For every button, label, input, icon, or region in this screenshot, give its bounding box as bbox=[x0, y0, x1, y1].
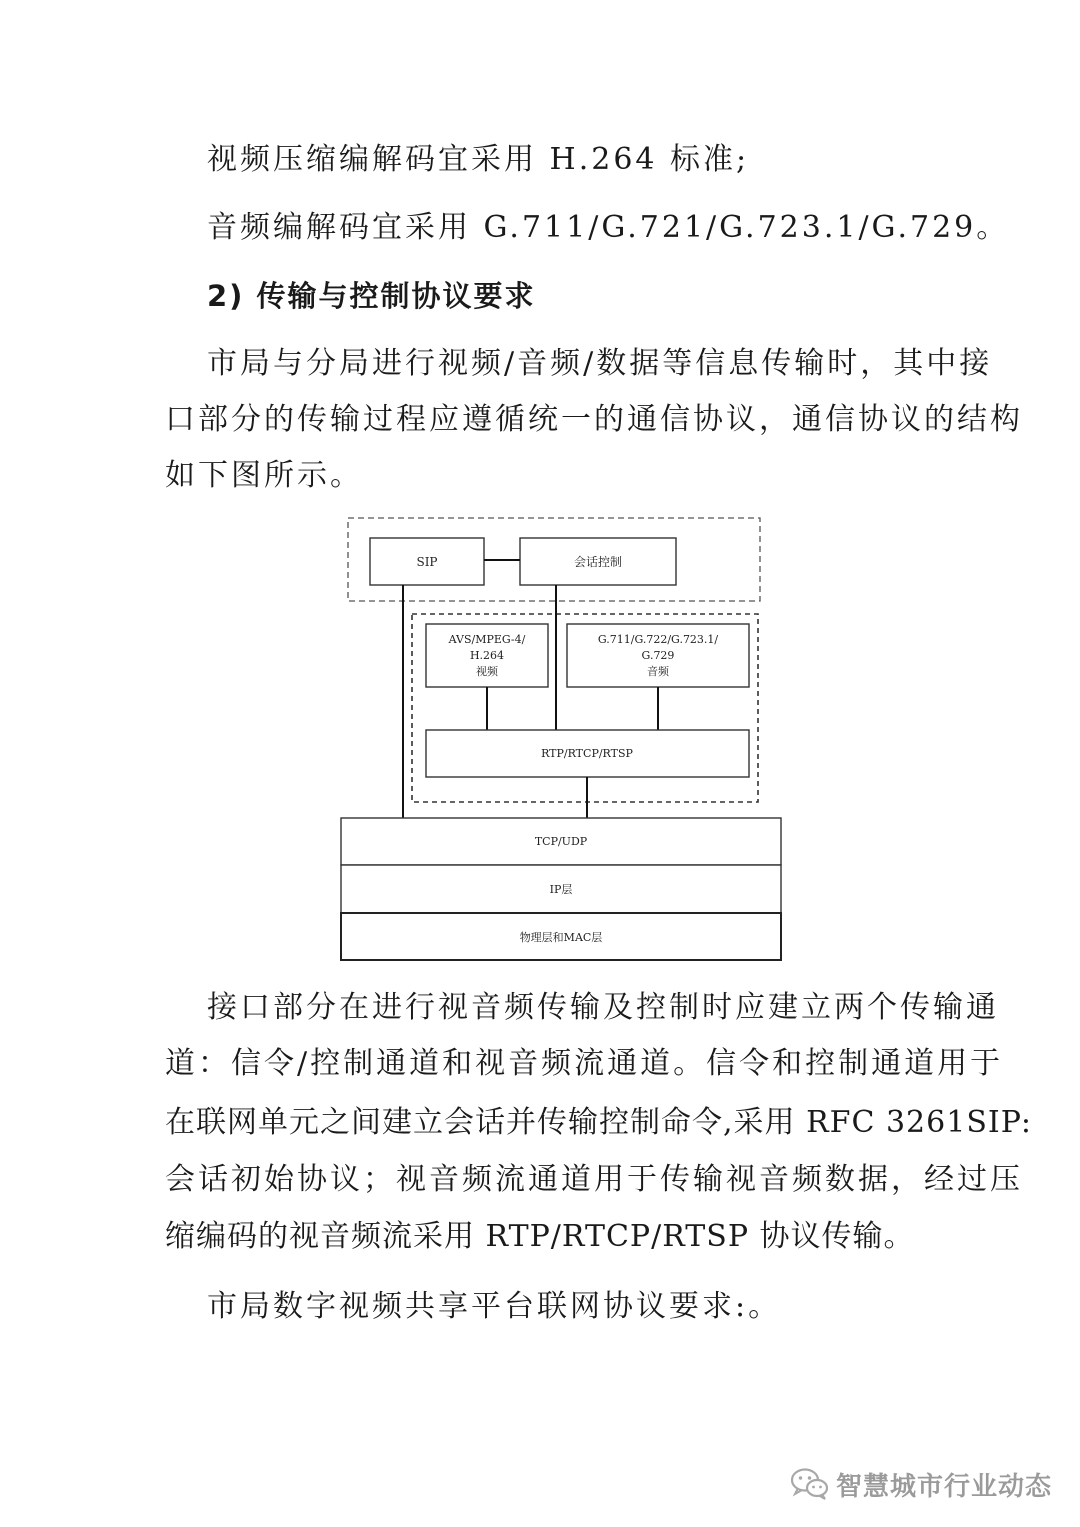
ip-label: IP层 bbox=[549, 883, 573, 896]
video-codec-line1: AVS/MPEG-4/ bbox=[448, 633, 526, 646]
text-line: 市局数字视频共享平台联网协议要求:。 bbox=[207, 1289, 782, 1324]
audio-codec-line1: G.711/G.722/G.723.1/ bbox=[597, 633, 719, 646]
rtp-label: RTP/RTCP/RTSP bbox=[541, 747, 633, 760]
section-heading: 2) 传输与控制协议要求 bbox=[207, 279, 536, 313]
text-line: 如下图所示。 bbox=[165, 458, 363, 493]
text-line: 音频编解码宜采用 G.711/G.721/G.723.1/G.729。 bbox=[207, 210, 1010, 245]
text-line: 会话初始协议；视音频流通道用于传输视音频数据，经过压 bbox=[165, 1162, 1023, 1197]
tcp-udp-label: TCP/UDP bbox=[534, 835, 588, 848]
watermark-text: 智慧城市行业动态 bbox=[836, 1471, 1053, 1502]
protocol-structure-diagram bbox=[330, 510, 800, 970]
watermark bbox=[790, 1462, 1060, 1506]
text-line: 在联网单元之间建立会话并传输控制命令,采用 RFC 3261SIP: bbox=[165, 1105, 1032, 1140]
text-line: 接口部分在进行视音频传输及控制时应建立两个传输通 bbox=[207, 990, 999, 1025]
sip-label: SIP bbox=[416, 555, 438, 569]
audio-codec-line3: 音频 bbox=[647, 665, 669, 678]
session-control-label: 会话控制 bbox=[573, 555, 623, 569]
audio-codec-line2: G.729 bbox=[641, 649, 675, 662]
text-line: 道：信令/控制通道和视音频流通道。信令和控制通道用于 bbox=[165, 1046, 1004, 1081]
video-codec-line3: 视频 bbox=[476, 665, 498, 678]
text-line: 口部分的传输过程应遵循统一的通信协议，通信协议的结构 bbox=[165, 402, 1023, 437]
video-codec-line2: H.264 bbox=[469, 649, 505, 662]
physical-mac-label: 物理层和MAC层 bbox=[519, 931, 603, 944]
wechat-icon bbox=[790, 1467, 830, 1501]
text-line: 市局与分局进行视频/音频/数据等信息传输时，其中接 bbox=[207, 346, 993, 381]
text-line: 视频压缩编解码宜采用 H.264 标准; bbox=[207, 142, 750, 177]
text-line: 缩编码的视音频流采用 RTP/RTCP/RTSP 协议传输。 bbox=[165, 1219, 915, 1254]
